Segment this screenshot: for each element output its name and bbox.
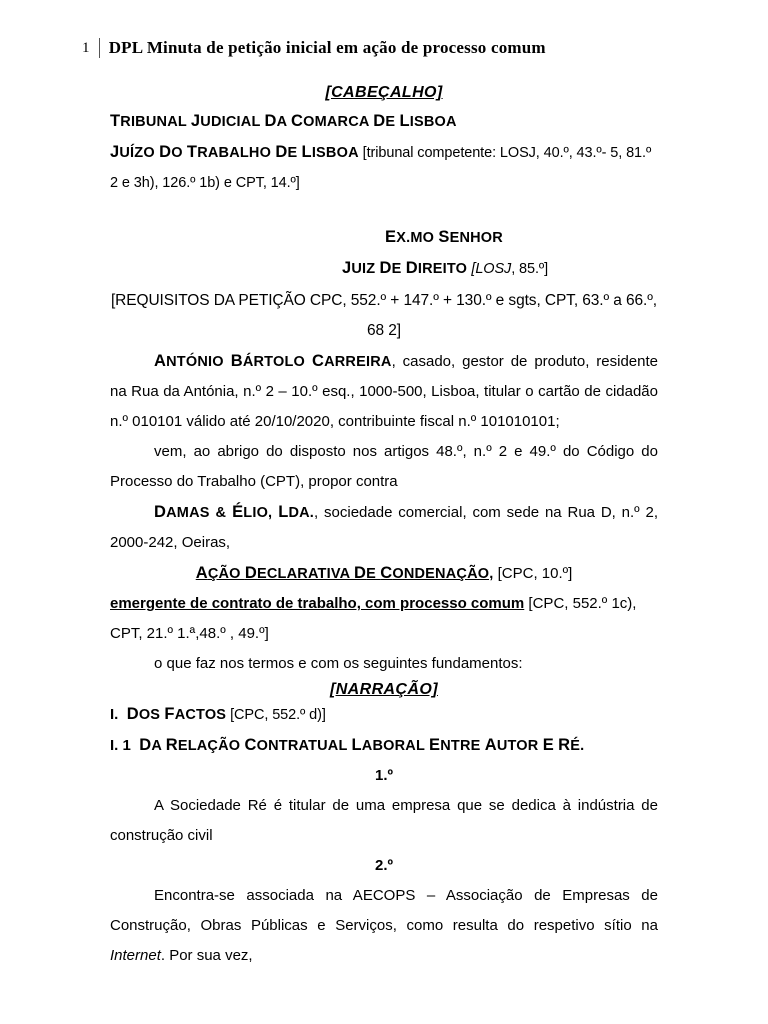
requisitos-citation: [REQUISITOS DA PETIÇÃO CPC, 552.º + 147.º + 130.º e sgts, CPT, 63.º a 66.º, 68 2] xyxy=(110,292,658,339)
heading-dos-factos-label: DOS FACTOS xyxy=(126,705,227,723)
juizo-citation: [tribunal competente: LOSJ, 40.º, 43.º- 5, 81.º 2 e 3h), 126.º 1b) e CPT, 14.º] xyxy=(110,145,652,191)
paragraph-closing: o que faz nos termos e com os seguintes fundamentos: xyxy=(154,655,523,672)
acao-subtitle-citation: [CPC, 552.º 1c), CPT, 21.º 1.ª,48.º , 49.º] xyxy=(110,595,637,642)
tribunal-label: TRIBUNAL JUDICIAL DA COMARCA DE LISBOA xyxy=(110,112,457,130)
tribunal-line xyxy=(110,106,658,137)
addressee-line-1 xyxy=(110,222,658,253)
re-details: , sociedade comercial, com sede na Rua D, n.º 2, 2000-242, Oeiras, xyxy=(110,504,658,551)
paragraph-autor xyxy=(110,346,658,437)
juizo-line xyxy=(110,137,658,198)
artigo-2-text-after: . Por sua vez, xyxy=(160,947,253,964)
heading-relacao-contratual xyxy=(110,730,658,761)
autor-details: , casado, gestor de produto, residente na Rua da Antónia, n.º 2 – 10.º esq., 1000-500, Lisboa, titular o cartão de cidadão n.º 010101 válido até 20/10/2020, contribuinte fiscal n.º 101010101; xyxy=(110,353,658,430)
acao-subtitle: emergente de contrato de trabalho, com processo comum xyxy=(110,595,525,612)
re-name: DAMAS & ÉLIO, LDA. xyxy=(154,503,315,521)
heading-dos-factos-citation: [CPC, 552.º d)] xyxy=(226,707,326,723)
acao-title-citation: [CPC, 10.º] xyxy=(493,565,573,582)
acao-title: AÇÃO DECLARATIVA DE CONDENAÇÃO, xyxy=(195,564,494,582)
addressee-juiz-de-direito: JUIZ DE DIREITO xyxy=(341,259,472,277)
document-body xyxy=(110,78,658,971)
addressee-citation-article: , 85.º] xyxy=(511,261,549,277)
heading-dos-factos-number: I. xyxy=(110,706,119,723)
heading-relacao-label: DA RELAÇÃO CONTRATUAL LABORAL ENTRE AUTOR E RÉ. xyxy=(139,736,585,754)
acao-subtitle-line xyxy=(110,589,658,649)
page-number: 1 xyxy=(82,39,90,56)
addressee-exmo-senhor: EX.MO SENHOR xyxy=(385,228,503,246)
document-header xyxy=(82,38,546,58)
artigo-marker-2: 2.º xyxy=(375,857,393,874)
artigo-text-1: A Sociedade Ré é titular de uma empresa que se dedica à indústria de construção civil xyxy=(110,797,658,844)
heading-relacao-number: I. 1 xyxy=(110,737,131,754)
paragraph-vem: vem, ao abrigo do disposto nos artigos 48.º, n.º 2 e 49.º do Código do Processo do Trabalho (CPT), propor contra xyxy=(110,443,658,490)
addressee-line-2 xyxy=(110,253,658,284)
paragraph-re xyxy=(110,497,658,558)
autor-name: ANTÓNIO BÁRTOLO CARREIRA xyxy=(154,352,392,370)
header-divider xyxy=(99,38,100,58)
section-heading-narracao: [NARRAÇÃO] xyxy=(330,681,438,698)
juizo-label: JUÍZO DO TRABALHO DE LISBOA xyxy=(110,143,359,161)
artigo-text-2 xyxy=(110,881,658,971)
heading-dos-factos xyxy=(110,699,658,730)
requisitos-line xyxy=(110,286,658,346)
addressee-citation-law: [LOSJ xyxy=(471,261,512,277)
header-title: DPL Minuta de petição inicial em ação de processo comum xyxy=(108,38,546,57)
section-heading-cabecalho: [CABEÇALHO] xyxy=(325,84,443,101)
artigo-marker-1: 1.º xyxy=(375,767,393,784)
artigo-2-text-before: Encontra-se associada na AECOPS – Associação de Empresas de Construção, Obras Públicas e Serviços, como resulta do respetivo sítio na xyxy=(110,887,658,934)
artigo-2-text-italic: Internet xyxy=(110,947,161,964)
acao-title-line xyxy=(110,558,658,589)
